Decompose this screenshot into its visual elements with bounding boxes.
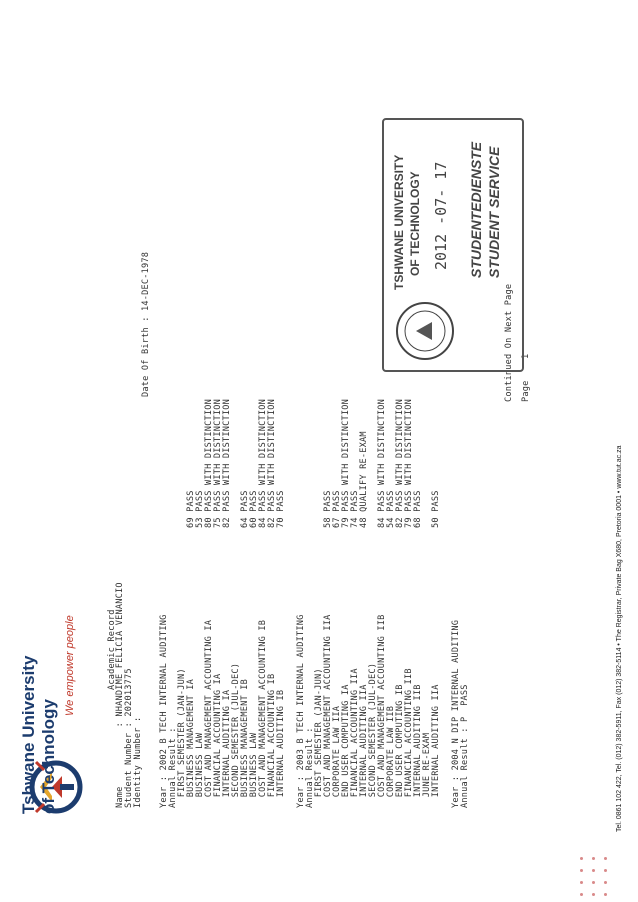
date-of-birth-line: Date Of Birth : 14-DEC-1978 [141,251,151,397]
decorative-dot-pattern [580,836,620,896]
student-service-stamp [382,118,524,372]
subject-result: 67 PASS [332,490,342,528]
subject-result: 79 PASS WITH DISTINCTION [341,399,351,528]
subject-name: BUSINESS MANAGEMENT IB [240,679,250,808]
subject-result: 48 QUALIFY RE-EXAM [359,431,369,528]
subject-name: COST AND MANAGEMENT ACCOUNTING IIA [323,614,333,808]
subject-result: 74 PASS [350,490,360,528]
page-number: Page 1 [521,353,531,402]
subject-result: 84 PASS WITH DISTINCTION [258,399,268,528]
subject-name: CORPORATE LAW IIA [332,705,342,808]
subject-name: COST AND MANAGEMENT ACCOUNTING IA [204,619,214,808]
subject-result: 79 PASS WITH DISTINCTION [404,399,414,528]
subject-name: INTERNAL AUDITING IIA [431,684,441,808]
subject-name: INTERNAL AUDITING IIB [413,684,423,808]
record-title: Academic Record [107,609,117,690]
subject-result: 69 PASS [186,490,196,528]
subject-result: 50 PASS [431,490,441,528]
identity-number-line: Identity Number : [133,716,143,808]
subject-name: FINANCIAL ACCOUNTING IIA [350,668,360,808]
stamp-date: 2012 -07- 17 [432,161,450,270]
subject-result: 60 PASS [249,490,259,528]
stamp-line2: OF TECHNOLOGY [408,171,422,276]
subject-name: COST AND MANAGEMENT ACCOUNTING IIB [377,614,387,808]
annual-result-label: Annual Result : [305,727,315,808]
subject-result: 64 PASS [240,490,250,528]
subject-result: 68 PASS [413,490,423,528]
subject-result: 75 PASS WITH DISTINCTION [213,399,223,528]
subject-name: FIRST SEMESTER (JAN-JUN) [314,668,324,808]
year-header: Year : 2002 B TECH INTERNAL AUDITING [159,614,169,808]
subject-name: FINANCIAL ACCOUNTING IB [267,673,277,808]
brand-tagline: We empower people [64,615,76,716]
subject-result: 53 PASS [195,490,205,528]
footer-contact: Tel. 0861 102 422, Tel. (012) 382-5911, Fax (012) 382-5114 • The Registrar, Private Bag X680, Pretoria 0001 • www.tut.ac.za [616,445,623,832]
name-line: Name : NHANDIME FELICIA VENANCIO [115,582,125,808]
subject-result: 82 PASS WITH DISTINCTION [267,399,277,528]
subject-name: INTERNAL AUDITING IA [222,689,232,808]
subject-name: INTERNAL AUDITING IIA [359,684,369,808]
subject-result: 80 PASS WITH DISTINCTION [204,399,214,528]
subject-name: JUNE RE-EXAM [422,732,432,808]
subject-name: COST AND MANAGEMENT ACCOUNTING IB [258,619,268,808]
subject-name: SECOND SEMESTER (JUL-DEC) [231,662,241,808]
subject-name: SECOND SEMESTER (JUL-DEC) [368,662,378,808]
student-number-line: Student Number : 202013775 [124,668,134,808]
subject-name: BUSINESS LAW [195,732,205,808]
annual-result-line: Annual Result : P PASS [460,684,470,808]
brand-name-line2: of Technology [39,699,58,814]
year-header: Year : 2003 B TECH INTERNAL AUDITING [296,614,306,808]
subject-result: 82 PASS WITH DISTINCTION [395,399,405,528]
subject-name: FIRST SEMESTER (JAN-JUN) [177,668,187,808]
subject-name: END USER COMPUTING IB [395,684,405,808]
year-header: Year : 2004 N DIP INTERNAL AUDITING [451,619,461,808]
continued-note: Continued On Next Page [504,283,514,402]
stamp-line4: STUDENT SERVICE [486,146,502,278]
stamp-line1: TSHWANE UNIVERSITY [392,154,406,290]
stamp-line3: STUDENTEDIENSTE [468,141,484,278]
subject-name: FINANCIAL ACCOUNTING IIB [404,668,414,808]
university-seal-icon [394,300,456,362]
subject-name: INTERNAL AUDITING IB [276,689,286,808]
subject-name: END USER COMPUTING IA [341,684,351,808]
brand-name-line1: Tshwane University [19,655,38,814]
subject-name: FINANCIAL ACCOUNTING IA [213,673,223,808]
annual-result-label: Annual Result : [168,727,178,808]
subject-name: BUSINESS LAW [249,732,259,808]
subject-result: 84 PASS WITH DISTINCTION [377,399,387,528]
subject-result: 82 PASS WITH DISTINCTION [222,399,232,528]
subject-name: BUSINESS MANAGEMENT IA [186,679,196,808]
subject-result: 70 PASS [276,490,286,528]
subject-result: 54 PASS [386,490,396,528]
subject-result: 58 PASS [323,490,333,528]
subject-name: CORPORATE LAW IIB [386,705,396,808]
